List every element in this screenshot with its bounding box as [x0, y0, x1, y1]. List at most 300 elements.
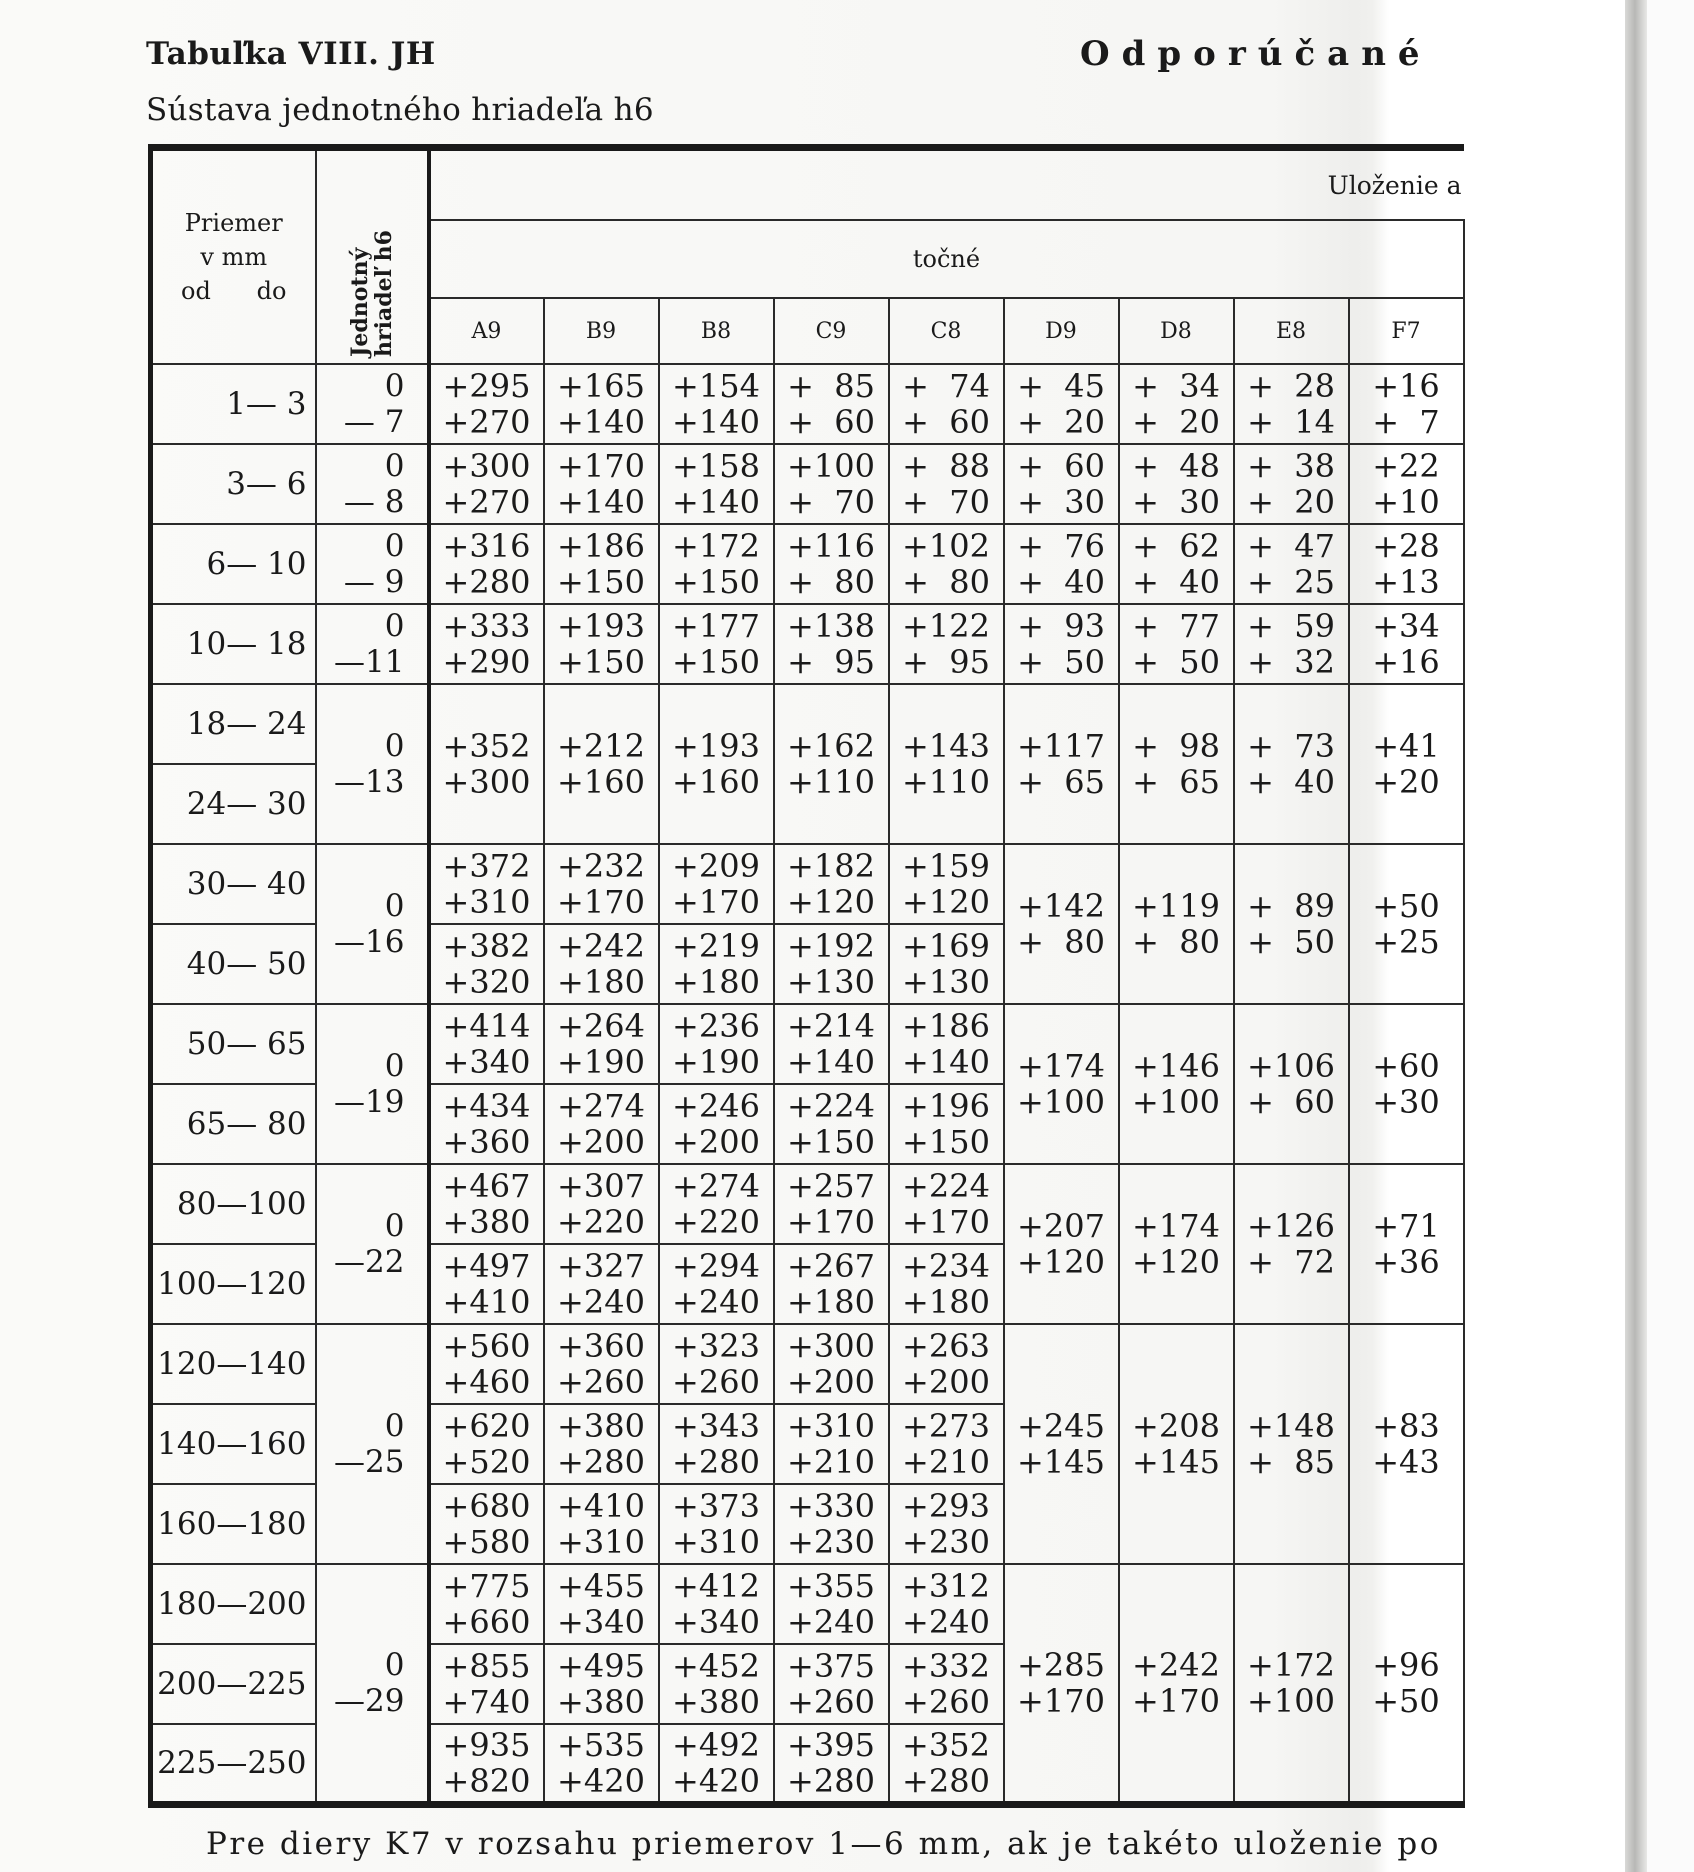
- upper-deviation: + 93: [1017, 607, 1105, 645]
- upper-deviation: +285: [1017, 1645, 1105, 1684]
- value-a9: [429, 1404, 544, 1484]
- upper-deviation: +455: [557, 1567, 645, 1605]
- section-title: Odporúčané: [1080, 34, 1432, 74]
- upper-deviation: +106: [1247, 1047, 1335, 1085]
- lower-deviation: + 95: [787, 643, 875, 681]
- lower-deviation: + 95: [902, 643, 990, 681]
- upper-deviation: +492: [672, 1725, 760, 1764]
- value-c8: [889, 604, 1004, 684]
- table-row: [151, 1164, 1464, 1244]
- value-b8: [659, 844, 774, 924]
- upper-deviation: +333: [442, 607, 531, 645]
- lower-deviation: +110: [787, 763, 875, 801]
- diameter-header: [151, 148, 316, 365]
- lower-deviation: +200: [902, 1363, 990, 1401]
- diameter-range: 65— 80: [151, 1084, 316, 1164]
- upper-deviation: + 45: [1017, 367, 1105, 405]
- value-b9: [544, 924, 659, 1004]
- shaft-upper: 0: [384, 528, 405, 564]
- upper-deviation: +242: [1132, 1645, 1220, 1684]
- upper-deviation: +182: [787, 847, 875, 885]
- value-a9: [429, 844, 544, 924]
- lower-deviation: + 25: [1247, 563, 1335, 601]
- value-c8: [889, 1324, 1004, 1404]
- value-d8: [1119, 1324, 1234, 1564]
- shaft-lower: — 7: [343, 404, 405, 440]
- table-row: [151, 684, 1464, 764]
- value-c9: [774, 364, 889, 444]
- lower-deviation: +145: [1132, 1443, 1220, 1481]
- lower-deviation: +170: [1132, 1681, 1220, 1720]
- lower-deviation: +200: [557, 1123, 645, 1161]
- lower-deviation: +260: [672, 1363, 760, 1401]
- lower-deviation: +110: [902, 763, 990, 801]
- shaft-upper: 0: [384, 608, 405, 644]
- upper-deviation: + 74: [902, 367, 990, 405]
- diameter-range: 100—120: [151, 1244, 316, 1324]
- lower-deviation: + 85: [1247, 1443, 1335, 1481]
- value-c9: [774, 1564, 889, 1644]
- value-d8: [1119, 684, 1234, 844]
- value-d9: [1004, 604, 1119, 684]
- shaft-tolerance: [316, 604, 429, 684]
- lower-deviation: + 80: [1017, 923, 1105, 961]
- value-b9: [544, 1004, 659, 1084]
- value-b9: [544, 444, 659, 524]
- value-d9: [1004, 1164, 1119, 1324]
- value-a9: [429, 1004, 544, 1084]
- value-c9: [774, 1164, 889, 1244]
- upper-deviation: + 48: [1132, 447, 1220, 485]
- lower-deviation: +170: [672, 883, 760, 921]
- value-c9: [774, 604, 889, 684]
- upper-deviation: +174: [1017, 1047, 1105, 1085]
- column-header-d8: D8: [1119, 298, 1234, 364]
- value-b8: [659, 1644, 774, 1724]
- upper-deviation: +209: [672, 847, 760, 885]
- diameter-range: 30— 40: [151, 844, 316, 924]
- lower-deviation: +140: [787, 1043, 875, 1081]
- value-d9: [1004, 684, 1119, 844]
- lower-deviation: +16: [1372, 643, 1440, 681]
- lower-deviation: +150: [672, 643, 760, 681]
- lower-deviation: +43: [1372, 1443, 1440, 1481]
- value-d8: [1119, 1164, 1234, 1324]
- value-d9: [1004, 524, 1119, 604]
- value-d9: [1004, 364, 1119, 444]
- value-e8: [1234, 364, 1349, 444]
- upper-deviation: +142: [1017, 887, 1105, 925]
- lower-deviation: +140: [557, 403, 645, 441]
- upper-deviation: +83: [1372, 1407, 1440, 1445]
- shaft-upper: 0: [384, 1646, 405, 1683]
- table-subtitle: Sústava jednotného hriadeľa h6: [146, 92, 654, 128]
- upper-deviation: +360: [557, 1327, 645, 1365]
- lower-deviation: + 72: [1247, 1243, 1335, 1281]
- value-b8: [659, 364, 774, 444]
- upper-deviation: +300: [787, 1327, 875, 1365]
- lower-deviation: +180: [902, 1283, 990, 1321]
- shaft-tolerance: [316, 1564, 429, 1804]
- value-c8: [889, 924, 1004, 1004]
- upper-deviation: +242: [557, 927, 645, 965]
- lower-deviation: +10: [1372, 483, 1440, 521]
- upper-deviation: +165: [557, 367, 645, 405]
- upper-deviation: +172: [672, 527, 760, 565]
- lower-deviation: +380: [672, 1683, 760, 1721]
- value-b9: [544, 1724, 659, 1804]
- upper-deviation: +294: [672, 1247, 760, 1285]
- lower-deviation: +180: [787, 1283, 875, 1321]
- upper-deviation: +263: [902, 1327, 990, 1365]
- upper-deviation: +172: [1247, 1645, 1335, 1684]
- value-a9: [429, 924, 544, 1004]
- value-a9: [429, 1084, 544, 1164]
- lower-deviation: + 65: [1017, 763, 1105, 801]
- upper-deviation: +495: [557, 1647, 645, 1685]
- value-d8: [1119, 524, 1234, 604]
- diameter-range: 24— 30: [151, 764, 316, 844]
- value-a9: [429, 604, 544, 684]
- adjacent-page-edge: [1647, 0, 1694, 1872]
- value-c9: [774, 1244, 889, 1324]
- value-c8: [889, 1484, 1004, 1564]
- value-b9: [544, 1324, 659, 1404]
- tolerance-table: [148, 144, 1465, 1808]
- lower-deviation: +13: [1372, 563, 1440, 601]
- lower-deviation: +145: [1017, 1443, 1105, 1481]
- value-c8: [889, 1404, 1004, 1484]
- value-c9: [774, 1404, 889, 1484]
- value-b8: [659, 684, 774, 844]
- lower-deviation: +260: [557, 1363, 645, 1401]
- subgroup-header: točné: [429, 220, 1464, 298]
- lower-deviation: + 80: [787, 563, 875, 601]
- value-e8: [1234, 604, 1349, 684]
- column-header-c8: C8: [889, 298, 1004, 364]
- shaft-upper: 0: [384, 1048, 405, 1084]
- column-header-e8: E8: [1234, 298, 1349, 364]
- upper-deviation: +193: [672, 727, 760, 765]
- table-label: Tabuľka VIII. JH: [146, 36, 436, 72]
- upper-deviation: + 62: [1132, 527, 1220, 565]
- value-d9: [1004, 1004, 1119, 1164]
- upper-deviation: +245: [1017, 1407, 1105, 1445]
- value-c8: [889, 1164, 1004, 1244]
- value-c8: [889, 1564, 1004, 1644]
- value-c8: [889, 1004, 1004, 1084]
- lower-deviation: +150: [787, 1123, 875, 1161]
- lower-deviation: +180: [672, 963, 760, 1001]
- value-b8: [659, 1324, 774, 1404]
- upper-deviation: +138: [787, 607, 875, 645]
- value-e8: [1234, 1324, 1349, 1564]
- upper-deviation: +680: [442, 1487, 531, 1525]
- upper-deviation: +264: [557, 1007, 645, 1045]
- shaft-tolerance: [316, 684, 429, 844]
- upper-deviation: +257: [787, 1167, 875, 1205]
- value-f7: [1349, 1164, 1464, 1324]
- shaft-tolerance: [316, 444, 429, 524]
- upper-deviation: + 98: [1132, 727, 1220, 765]
- value-f7: [1349, 604, 1464, 684]
- upper-deviation: +775: [442, 1567, 531, 1605]
- lower-deviation: +280: [672, 1443, 760, 1481]
- upper-deviation: +452: [672, 1647, 760, 1685]
- lower-deviation: +320: [442, 963, 531, 1001]
- upper-deviation: +193: [557, 607, 645, 645]
- value-c9: [774, 524, 889, 604]
- shaft-upper: 0: [384, 1408, 405, 1444]
- value-c9: [774, 924, 889, 1004]
- upper-deviation: + 85: [787, 367, 875, 405]
- lower-deviation: +580: [442, 1523, 531, 1561]
- upper-deviation: +60: [1372, 1047, 1440, 1085]
- value-e8: [1234, 684, 1349, 844]
- shaft-upper: 0: [384, 888, 405, 924]
- lower-deviation: +240: [557, 1283, 645, 1321]
- upper-deviation: +177: [672, 607, 760, 645]
- upper-deviation: +343: [672, 1407, 760, 1445]
- column-header-b8: B8: [659, 298, 774, 364]
- lower-deviation: + 65: [1132, 763, 1220, 801]
- shaft-tolerance: [316, 844, 429, 1004]
- upper-deviation: +162: [787, 727, 875, 765]
- lower-deviation: +30: [1372, 1083, 1440, 1121]
- upper-deviation: +300: [442, 447, 531, 485]
- value-b8: [659, 1724, 774, 1804]
- column-header-f7: F7: [1349, 298, 1464, 364]
- value-d8: [1119, 1004, 1234, 1164]
- lower-deviation: +150: [557, 563, 645, 601]
- value-b9: [544, 524, 659, 604]
- lower-deviation: + 32: [1247, 643, 1335, 681]
- lower-deviation: + 40: [1132, 563, 1220, 601]
- upper-deviation: +50: [1372, 887, 1440, 925]
- upper-deviation: +22: [1372, 447, 1440, 485]
- value-f7: [1349, 1004, 1464, 1164]
- value-b8: [659, 1164, 774, 1244]
- shaft-lower: —16: [334, 924, 405, 960]
- lower-deviation: + 30: [1132, 483, 1220, 521]
- lower-deviation: + 50: [1017, 643, 1105, 681]
- value-b9: [544, 604, 659, 684]
- value-a9: [429, 444, 544, 524]
- upper-deviation: +310: [787, 1407, 875, 1445]
- lower-deviation: +140: [672, 403, 760, 441]
- group-header: Uloženie a: [429, 148, 1464, 221]
- lower-deviation: +300: [442, 763, 531, 801]
- upper-deviation: +375: [787, 1647, 875, 1685]
- value-c9: [774, 1644, 889, 1724]
- diameter-range: 18— 24: [151, 684, 316, 764]
- upper-deviation: +412: [672, 1567, 760, 1605]
- lower-deviation: +140: [672, 483, 760, 521]
- upper-deviation: +159: [902, 847, 990, 885]
- upper-deviation: +126: [1247, 1207, 1335, 1245]
- diameter-header-line-1: Priemer: [184, 209, 283, 237]
- upper-deviation: +34: [1372, 607, 1440, 645]
- lower-deviation: +170: [557, 883, 645, 921]
- upper-deviation: +330: [787, 1487, 875, 1525]
- lower-deviation: +140: [557, 483, 645, 521]
- column-header-b9: B9: [544, 298, 659, 364]
- column-header-c9: C9: [774, 298, 889, 364]
- upper-deviation: + 88: [902, 447, 990, 485]
- lower-deviation: + 60: [902, 403, 990, 441]
- lower-deviation: +100: [1017, 1083, 1105, 1121]
- lower-deviation: +460: [442, 1363, 531, 1401]
- value-e8: [1234, 444, 1349, 524]
- value-a9: [429, 1564, 544, 1644]
- lower-deviation: +360: [442, 1123, 531, 1161]
- value-a9: [429, 1724, 544, 1804]
- lower-deviation: +120: [1017, 1243, 1105, 1281]
- value-b9: [544, 1564, 659, 1644]
- diameter-range: 10— 18: [151, 604, 316, 684]
- value-c8: [889, 364, 1004, 444]
- upper-deviation: +414: [442, 1007, 531, 1045]
- value-c8: [889, 1724, 1004, 1804]
- lower-deviation: + 50: [1132, 643, 1220, 681]
- value-b8: [659, 524, 774, 604]
- lower-deviation: + 50: [1247, 923, 1335, 961]
- lower-deviation: +150: [672, 563, 760, 601]
- lower-deviation: +660: [442, 1603, 531, 1641]
- lower-deviation: +310: [672, 1523, 760, 1561]
- value-c9: [774, 444, 889, 524]
- upper-deviation: +146: [1132, 1047, 1220, 1085]
- value-b9: [544, 844, 659, 924]
- shaft-tolerance: [316, 1164, 429, 1324]
- upper-deviation: +224: [902, 1167, 990, 1205]
- upper-deviation: +935: [442, 1725, 531, 1764]
- value-a9: [429, 1164, 544, 1244]
- upper-deviation: +96: [1372, 1645, 1440, 1684]
- diameter-header-line-3: od do: [181, 277, 287, 305]
- lower-deviation: +310: [557, 1523, 645, 1561]
- value-b8: [659, 1244, 774, 1324]
- upper-deviation: +246: [672, 1087, 760, 1125]
- shaft-tolerance: [316, 1324, 429, 1564]
- upper-deviation: +560: [442, 1327, 531, 1365]
- lower-deviation: +210: [902, 1443, 990, 1481]
- value-b8: [659, 1484, 774, 1564]
- shaft-lower: —19: [334, 1084, 405, 1120]
- value-c8: [889, 1244, 1004, 1324]
- lower-deviation: +200: [672, 1123, 760, 1161]
- upper-deviation: +186: [902, 1007, 990, 1045]
- table-row: [151, 1564, 1464, 1644]
- upper-deviation: +352: [902, 1725, 990, 1764]
- lower-deviation: + 40: [1247, 763, 1335, 801]
- lower-deviation: + 20: [1017, 403, 1105, 441]
- value-f7: [1349, 1564, 1464, 1804]
- upper-deviation: +295: [442, 367, 531, 405]
- value-e8: [1234, 1164, 1349, 1324]
- value-b8: [659, 1404, 774, 1484]
- lower-deviation: + 80: [902, 563, 990, 601]
- value-b9: [544, 1644, 659, 1724]
- upper-deviation: +234: [902, 1247, 990, 1285]
- value-d8: [1119, 1564, 1234, 1804]
- table-row: [151, 364, 1464, 444]
- upper-deviation: +267: [787, 1247, 875, 1285]
- upper-deviation: + 59: [1247, 607, 1335, 645]
- value-a9: [429, 1324, 544, 1404]
- lower-deviation: + 20: [1247, 483, 1335, 521]
- lower-deviation: +520: [442, 1443, 531, 1481]
- lower-deviation: +270: [442, 483, 531, 521]
- value-c9: [774, 1724, 889, 1804]
- lower-deviation: +150: [557, 643, 645, 681]
- value-f7: [1349, 524, 1464, 604]
- lower-deviation: +210: [787, 1443, 875, 1481]
- lower-deviation: +280: [787, 1761, 875, 1800]
- upper-deviation: +274: [672, 1167, 760, 1205]
- upper-deviation: +148: [1247, 1407, 1335, 1445]
- upper-deviation: +102: [902, 527, 990, 565]
- upper-deviation: +316: [442, 527, 531, 565]
- lower-deviation: +50: [1372, 1681, 1440, 1720]
- diameter-range: 80—100: [151, 1164, 316, 1244]
- lower-deviation: +160: [672, 763, 760, 801]
- upper-deviation: +119: [1132, 887, 1220, 925]
- value-c8: [889, 444, 1004, 524]
- shaft-header: [316, 148, 429, 365]
- lower-deviation: +120: [787, 883, 875, 921]
- lower-deviation: +820: [442, 1761, 531, 1800]
- lower-deviation: +280: [442, 563, 531, 601]
- lower-deviation: + 60: [1247, 1083, 1335, 1121]
- lower-deviation: +150: [902, 1123, 990, 1161]
- value-e8: [1234, 524, 1349, 604]
- lower-deviation: +240: [902, 1603, 990, 1641]
- lower-deviation: +36: [1372, 1243, 1440, 1281]
- upper-deviation: +620: [442, 1407, 531, 1445]
- value-b8: [659, 924, 774, 1004]
- upper-deviation: +380: [557, 1407, 645, 1445]
- upper-deviation: +373: [672, 1487, 760, 1525]
- value-b9: [544, 1164, 659, 1244]
- shaft-lower: — 9: [343, 564, 405, 600]
- value-a9: [429, 364, 544, 444]
- upper-deviation: +236: [672, 1007, 760, 1045]
- value-c9: [774, 684, 889, 844]
- upper-deviation: +192: [787, 927, 875, 965]
- value-e8: [1234, 1564, 1349, 1804]
- upper-deviation: + 89: [1247, 887, 1335, 925]
- upper-deviation: + 47: [1247, 527, 1335, 565]
- upper-deviation: +497: [442, 1247, 531, 1285]
- upper-deviation: +352: [442, 727, 531, 765]
- lower-deviation: +220: [672, 1203, 760, 1241]
- upper-deviation: +410: [557, 1487, 645, 1525]
- value-b9: [544, 364, 659, 444]
- shaft-lower: —29: [334, 1682, 405, 1719]
- lower-deviation: +260: [902, 1683, 990, 1721]
- upper-deviation: +214: [787, 1007, 875, 1045]
- value-c9: [774, 1004, 889, 1084]
- upper-deviation: +312: [902, 1567, 990, 1605]
- lower-deviation: +140: [902, 1043, 990, 1081]
- upper-deviation: +100: [787, 447, 875, 485]
- diameter-range: 1— 3: [151, 364, 316, 444]
- value-c8: [889, 1644, 1004, 1724]
- lower-deviation: +190: [557, 1043, 645, 1081]
- lower-deviation: + 70: [902, 483, 990, 521]
- value-a9: [429, 1644, 544, 1724]
